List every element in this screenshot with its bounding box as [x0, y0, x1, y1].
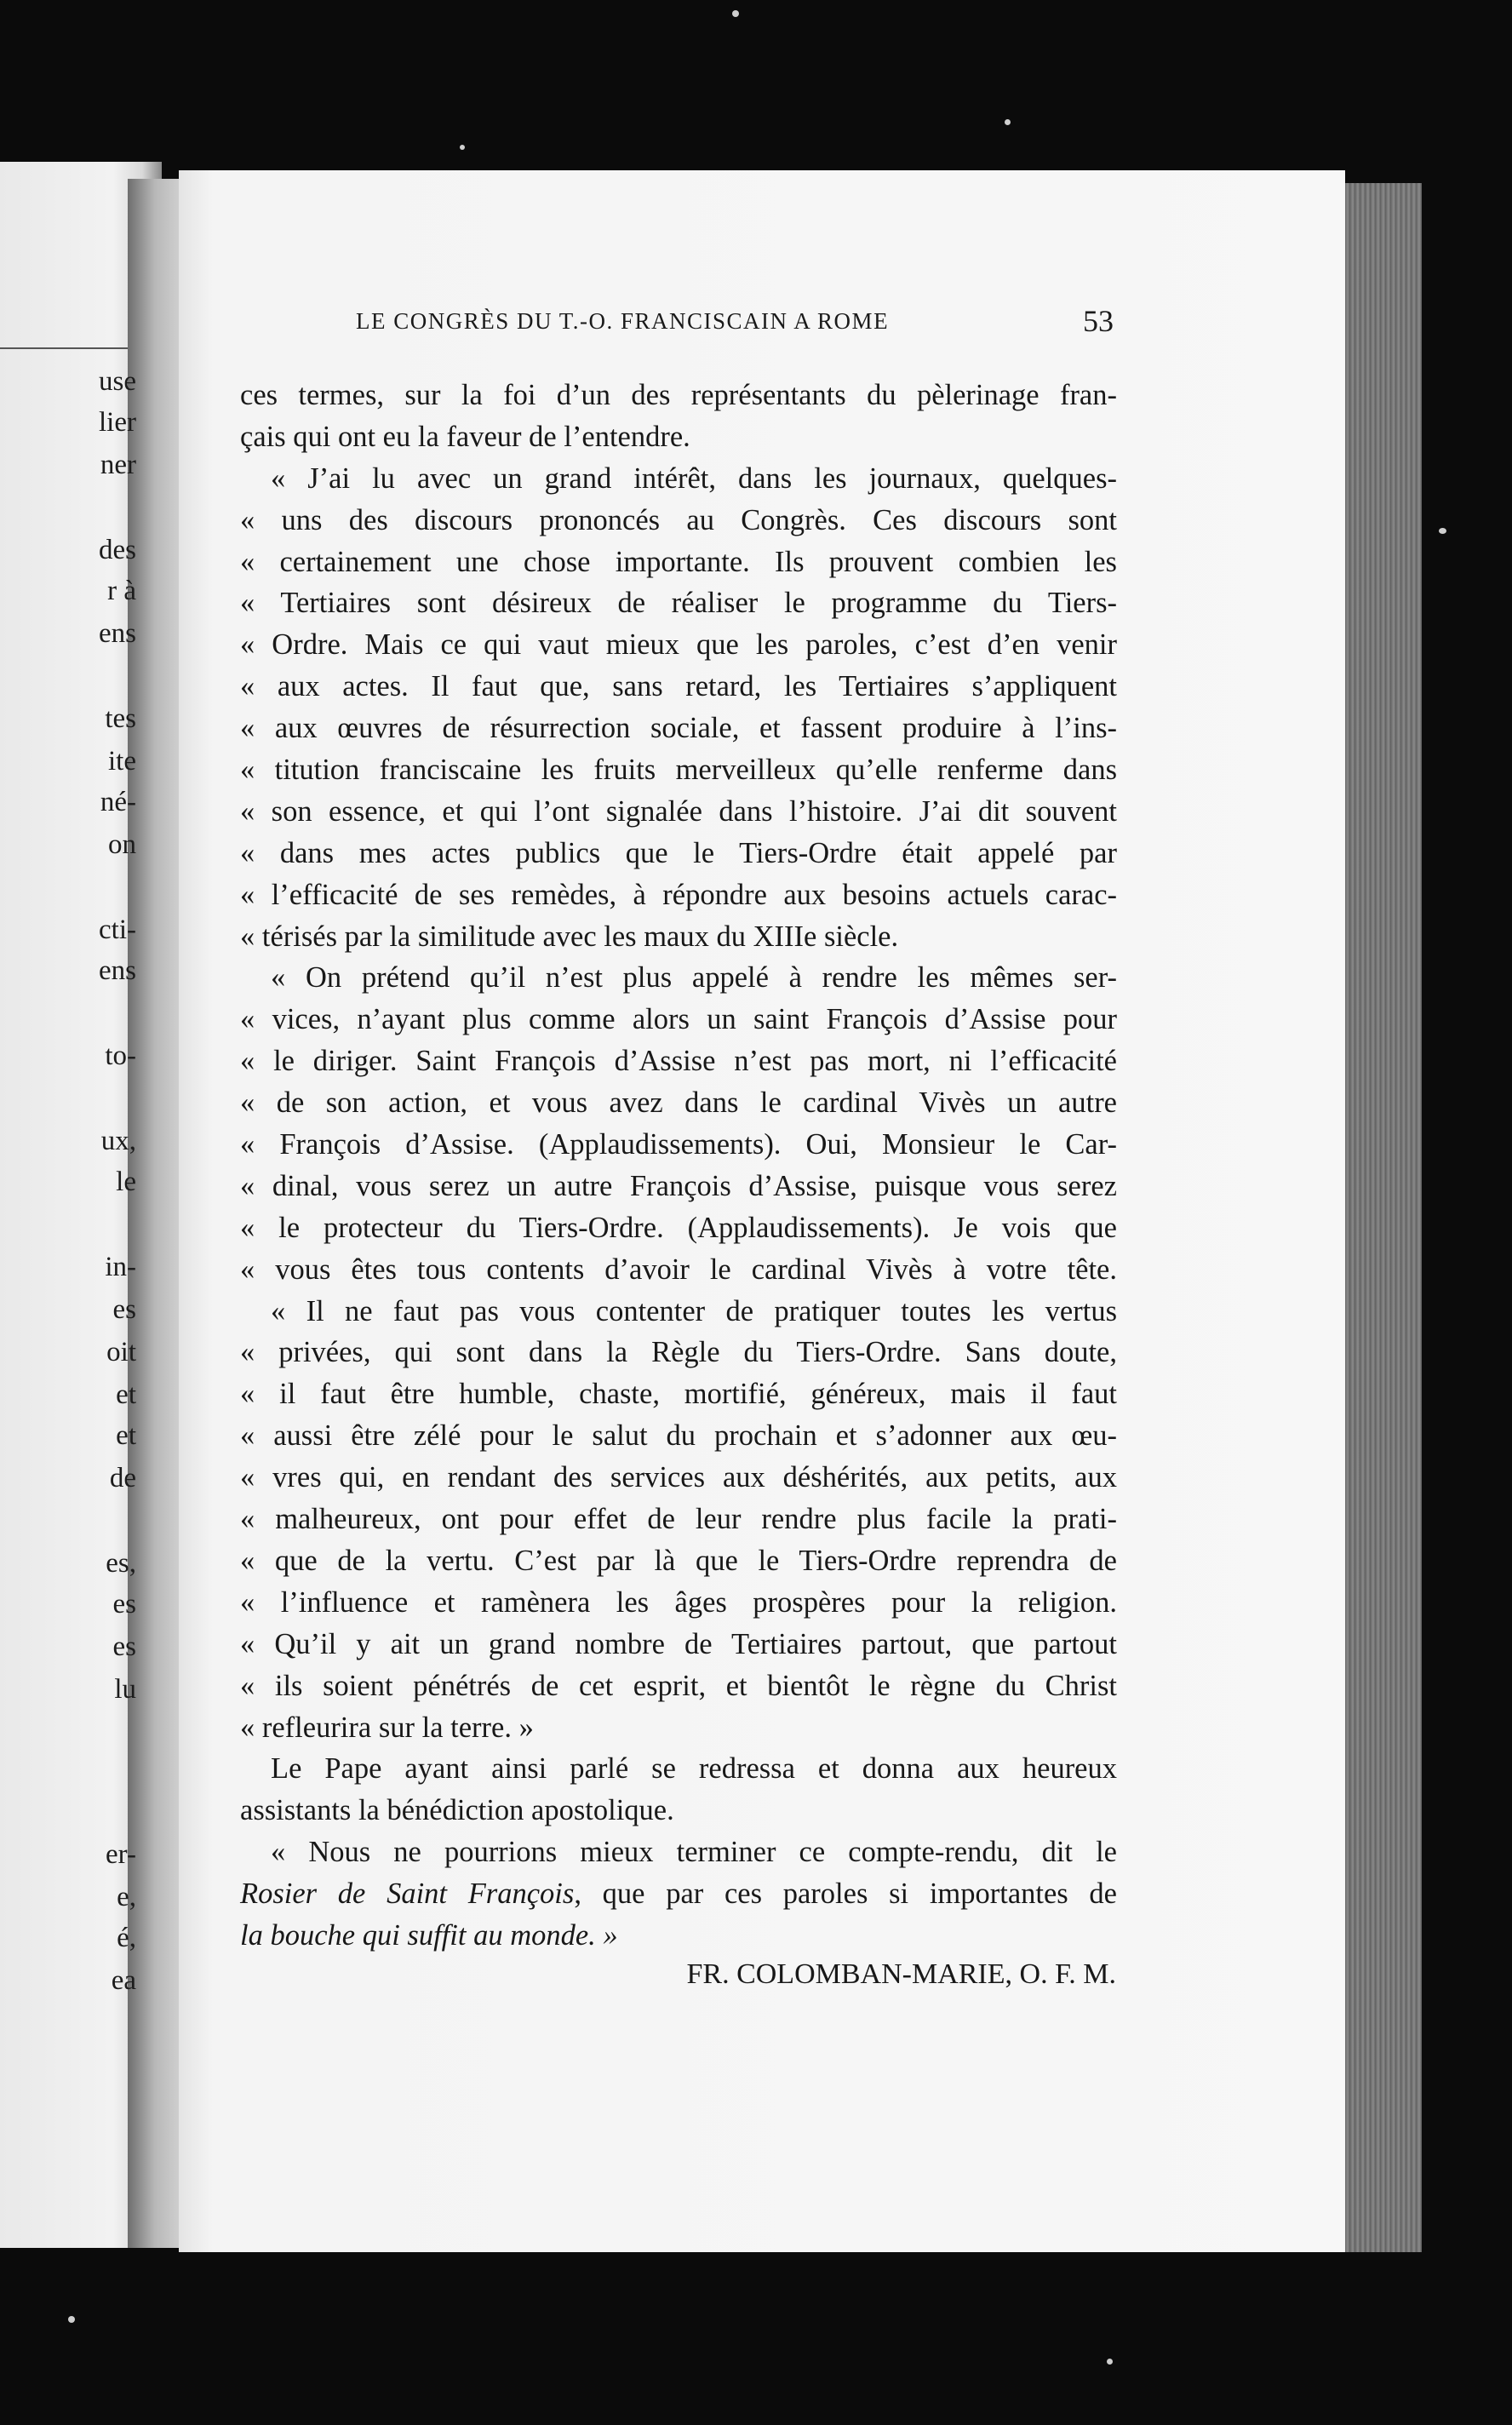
text-line: « Tertiaires sont désireux de réaliser le programme du Tiers- [240, 587, 1117, 620]
facing-page-fragment: ite [108, 746, 136, 777]
text-line: « titution franciscaine les fruits merveilleux qu’elle renferme dans [240, 754, 1117, 787]
running-title: LE CONGRÈS DU T.-O. FRANCISCAIN A ROME [356, 308, 890, 334]
text-line: « que de la vertu. C’est par là que le Tiers-Ordre reprendra de [240, 1544, 1117, 1577]
facing-page-fragment: er- [106, 1839, 136, 1870]
text-line: « vous êtes tous contents d’avoir le cardinal Vivès à votre tête. [240, 1253, 1117, 1286]
facing-page-fragment: in- [105, 1252, 136, 1282]
dust-speck [1439, 528, 1446, 534]
text-line: « dans mes actes publics que le Tiers-Ordre était appelé par [240, 836, 1117, 869]
dust-speck [460, 145, 465, 150]
facing-page-fragment: on [108, 829, 136, 860]
text-line: assistants la bénédiction apostolique. [240, 1794, 674, 1827]
text-line: « Ordre. Mais ce qui vaut mieux que les paroles, c’est d’en venir [240, 628, 1117, 662]
facing-page-fragment: é, [117, 1923, 136, 1953]
text-line: « J’ai lu avec un grand intérêt, dans les journaux, quelques- [271, 461, 1117, 495]
page-stack-edge [1345, 183, 1422, 2252]
facing-page-fragment: des [99, 535, 136, 565]
text-line: « On prétend qu’il n’est plus appelé à rendre les mêmes ser- [271, 961, 1117, 995]
dust-speck [1005, 119, 1011, 125]
facing-page-fragment: ea [111, 1965, 136, 1996]
facing-page-fragment: ens [99, 955, 136, 986]
dust-speck [1107, 2359, 1113, 2365]
text-line: la bouche qui suffit au monde. » [240, 1918, 618, 1952]
text-line: « refleurira sur la terre. » [240, 1711, 534, 1744]
body-text [240, 375, 1117, 1957]
text-line: « dinal, vous serez un autre François d’Assise, puisque vous serez [240, 1169, 1117, 1202]
facing-page-fragment: e, [117, 1882, 136, 1912]
facing-page-fragment: es [112, 1294, 136, 1325]
dust-speck [732, 10, 739, 17]
facing-page-fragment: oit [106, 1337, 136, 1367]
facing-page-fragment: es [112, 1589, 136, 1620]
text-line: çais qui ont eu la faveur de l’entendre. [240, 420, 690, 453]
text-line: Rosier de Saint François, que par ces paroles si importantes de [240, 1878, 1117, 1911]
text-line: « il faut être humble, chaste, mortifié, généreux, mais il faut [240, 1378, 1117, 1411]
facing-page-fragment: use [99, 366, 136, 397]
text-line: « aux œuvres de résurrection sociale, et fassent produire à l’ins- [240, 712, 1117, 745]
text-line: « térisés par la similitude avec les maux du XIIIe siècle. [240, 920, 899, 953]
text-line: « François d’Assise. (Applaudissements). Oui, Monsieur le Car- [240, 1128, 1117, 1161]
facing-page-fragment: ens [99, 618, 136, 649]
text-line: « de son action, et vous avez dans le cardinal Vivès un autre [240, 1086, 1117, 1120]
facing-page-fragment: tes [105, 703, 136, 734]
facing-page-rule [0, 347, 136, 349]
text-line: « l’efficacité de ses remèdes, à répondre aux besoins actuels carac- [240, 878, 1117, 911]
facing-page-fragment: to- [105, 1041, 136, 1071]
facing-page-fragment: cti- [99, 914, 136, 945]
text-line: « Qu’il y ait un grand nombre de Tertiaires partout, que partout [240, 1627, 1117, 1660]
text-line: « uns des discours prononcés au Congrès. Ces discours sont [240, 503, 1117, 536]
facing-page-fragment: né- [100, 787, 136, 817]
facing-page-fragment: ux, [100, 1126, 136, 1156]
facing-page-fragment: lu [114, 1674, 136, 1705]
text-line: « le diriger. Saint François d’Assise n’est pas mort, ni l’efficacité [240, 1045, 1117, 1078]
dust-speck [68, 2316, 75, 2323]
text-line: « aussi être zélé pour le salut du prochain et s’adonner aux œu- [240, 1419, 1117, 1453]
facing-page-fragment: de [109, 1463, 136, 1493]
text-line: « aux actes. Il faut que, sans retard, les Tertiaires s’appliquent [240, 670, 1117, 703]
page-number: 53 [1083, 304, 1114, 338]
text-line: « vices, n’ayant plus comme alors un saint François d’Assise pour [240, 1003, 1117, 1036]
text-line: « malheureux, ont pour effet de leur rendre plus facile la prati- [240, 1503, 1117, 1536]
facing-page-fragment: lier [99, 407, 136, 438]
text-line: « le protecteur du Tiers-Ordre. (Applaudissements). Je vois que [240, 1211, 1117, 1244]
text-line: « Nous ne pourrions mieux terminer ce compte-rendu, dit le [271, 1836, 1117, 1869]
signature: FR. COLOMBAN-MARIE, O. F. M. [686, 1958, 1116, 1990]
facing-page-fragment: et [116, 1420, 136, 1451]
facing-page-fragment: le [116, 1167, 136, 1197]
text-line: « ils soient pénétrés de cet esprit, et bientôt le règne du Christ [240, 1669, 1117, 1702]
facing-page-fragment: et [116, 1379, 136, 1410]
text-line: « privées, qui sont dans la Règle du Tiers-Ordre. Sans doute, [240, 1336, 1117, 1369]
text-line: « Il ne faut pas vous contenter de pratiquer toutes les vertus [271, 1294, 1117, 1327]
text-line: « certainement une chose importante. Ils prouvent combien les [240, 545, 1117, 578]
text-line: « son essence, et qui l’ont signalée dans l’histoire. J’ai dit souvent [240, 794, 1117, 828]
facing-page-fragment: es, [106, 1548, 136, 1579]
facing-page-fragment: ner [100, 450, 136, 480]
text-line: « l’influence et ramènera les âges prospères pour la religion. [240, 1585, 1117, 1619]
text-line: « vres qui, en rendant des services aux déshérités, aux petits, aux [240, 1461, 1117, 1494]
text-line: Le Pape ayant ainsi parlé se redressa et donna aux heureux [271, 1752, 1117, 1786]
facing-page-fragment: r à [107, 576, 136, 606]
text-line: ces termes, sur la foi d’un des représentants du pèlerinage fran- [240, 379, 1117, 411]
facing-page-fragment: es [112, 1631, 136, 1662]
